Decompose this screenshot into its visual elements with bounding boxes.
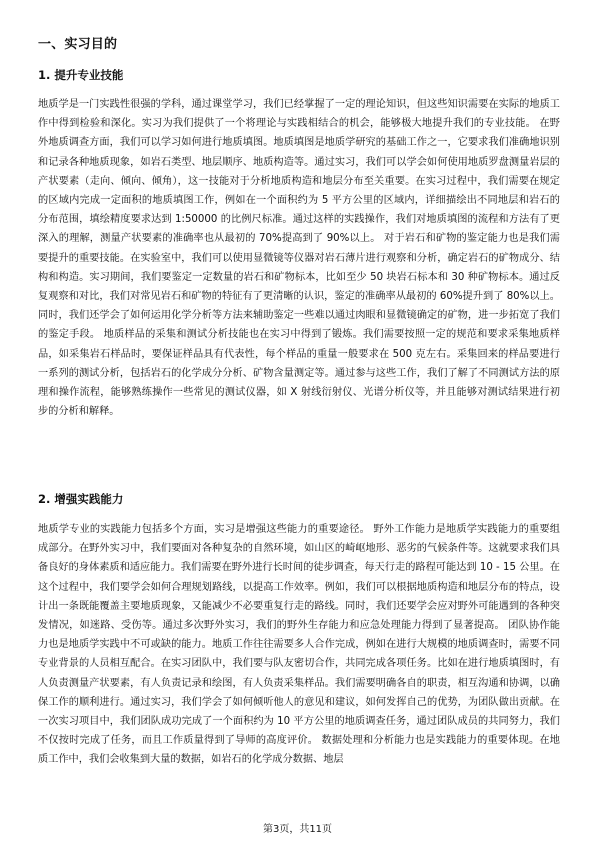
- paragraph-skills: 地质学是一门实践性很强的学科，通过课堂学习，我们已经掌握了一定的理论知识，但这些知识需要在实际的地质工作中得到检验和深化。实习为我们提供了一个将理论与实践相结合的机会，能够极大地提升我们的专业技能。 在野外地质调查方面，我们可以学习如何进行地质填图。地质填图是地质学研究的基础工作之一，它要求我们准确地识别和记录各种地质现象，如岩石类型、地层顺序、地质构造等。通过实习，我们可以学会如何使用地质罗盘测量岩层的产状要素（走向、倾向、倾角），这一技能对于分析地质构造和地层分布至关重要。在实习过程中，我们需要在规定的区域内完成一定面积的地质填图工作，例如在一个面积约为 5 平方公里的区域内，详细描绘出不同地层和岩石的分布范围，填绘精度要求达到 1:50000 的比例尺标准。通过这样的实践操作，我们对地质填图的流程和方法有了更深入的理解，测量产状要素的准确率也从最初的 70%提高到了 90%以上。 对于岩石和矿物的鉴定能力也是我们需要提升的重要技能。在实验室中，我们可以使用显微镜等仪器对岩石薄片进行观察和分析，确定岩石的矿物成分、结构和构造。实习期间，我们要鉴定一定数量的岩石和矿物标本，比如至少 50 块岩石标本和 30 种矿物标本。通过反复观察和对比，我们对常见岩石和矿物的特征有了更清晰的认识，鉴定的准确率从最初的 60%提升到了 80%以上。同时，我们还学会了如何运用化学分析等方法来辅助鉴定一些难以通过肉眼和显微镜确定的矿物，进一步拓宽了我们的鉴定手段。 地质样品的采集和测试分析技能也在实习中得到了锻炼。我们需要按照一定的规范和要求采集地质样品，如采集岩石样品时，要保证样品具有代表性，每个样品的重量一般要求在 500 克左右。采集回来的样品要进行一系列的测试分析，包括岩石的化学成分分析、矿物含量测定等。通过参与这些工作，我们了解了不同测试方法的原理和操作流程，能够熟练操作一些常见的测试仪器，如 X 射线衍射仪、光谱分析仪等，并且能够对测试结果进行初步的分析和解释。: [38, 99, 560, 418]
- section-title: 一、实习目的: [38, 37, 118, 52]
- page-number: 第3页，共11页: [262, 824, 333, 835]
- paragraph-practice: 地质学专业的实践能力包括多个方面，实习是增强这些能力的重要途径。 野外工作能力是地质学实践能力的重要组成部分。在野外实习中，我们要面对各种复杂的自然环境，如山区的崎岖地形、恶劣的气候条件等。这就要求我们具备良好的身体素质和适应能力。我们需要在野外进行长时间的徒步调查，每天行走的路程可能达到 10 - 15 公里。在这个过程中，我们要学会如何合理规划路线，以提高工作效率。例如，我们可以根据地质构造和地层分布的特点，设计出一条既能覆盖主要地质现象，又能减少不必要重复行走的路线。同时，我们还要学会应对野外可能遇到的各种突发情况，如迷路、受伤等。通过多次野外实习，我们的野外生存能力和应急处理能力得到了显著提高。 团队协作能力也是地质学实践中不可或缺的能力。地质工作往往需要多人合作完成，例如在进行大规模的地质调查时，需要不同专业背景的人员相互配合。在实习团队中，我们要与队友密切合作，共同完成各项任务。比如在进行地质填图时，有人负责测量产状要素，有人负责记录和绘图，有人负责采集样品。我们需要明确各自的职责，相互沟通和协调，以确保工作的顺利进行。通过实习，我们学会了如何倾听他人的意见和建议，如何发挥自己的优势，为团队做出贡献。在一次实习项目中，我们团队成功完成了一个面积约为 10 平方公里的地质调查任务，通过团队成员的共同努力，我们不仅按时完成了任务，而且工作质量得到了导师的高度评价。 数据处理和分析能力也是实践能力的重要体现。在地质工作中，我们会收集到大量的数据，如岩石的化学成分数据、地层: [38, 524, 560, 766]
- subsection-title-skills: 1. 提升专业技能: [38, 68, 124, 82]
- subsection-title-practice: 2. 增强实践能力: [38, 492, 124, 506]
